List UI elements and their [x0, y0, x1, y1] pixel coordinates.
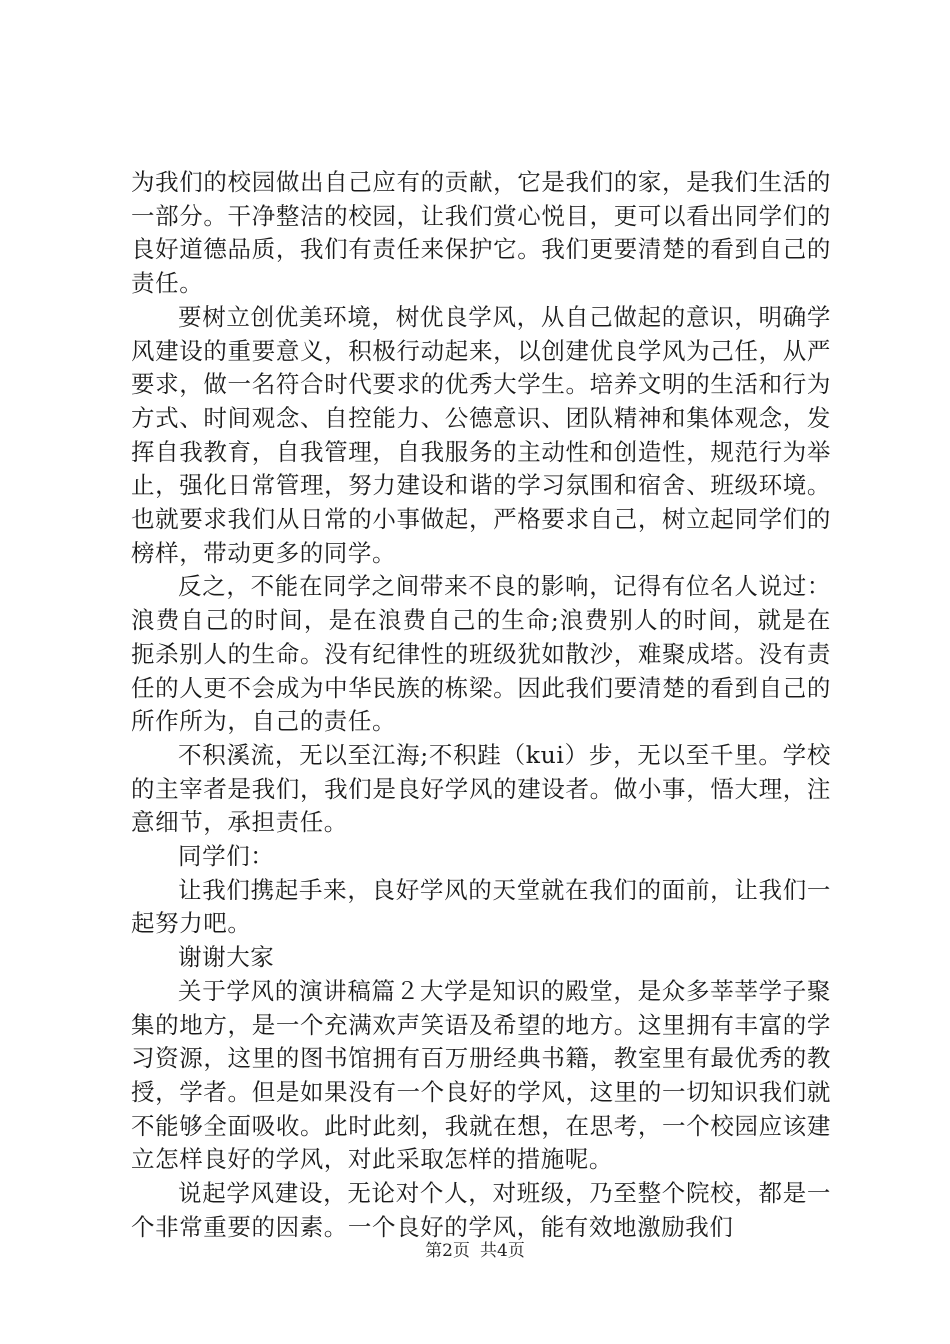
page-footer: [0, 1241, 950, 1261]
paragraph-influence: 反之，不能在同学之间带来不良的影响，记得有位名人说过：浪费自己的时间，是在浪费自己的生命;浪费别人的时间，就是在扼杀别人的生命。没有纪律性的班级犹如散沙，难聚成塔。没有责任的人更不会成为中华民族的栋梁。因此我们要清楚的看到自己的所作所为，自己的责任。: [131, 572, 831, 736]
paragraph-salutation: 同学们：: [178, 842, 275, 871]
page-number: 第2页: [425, 1241, 470, 1261]
paragraph-environment: 要树立创优美环境，树优良学风，从自己做起的意识，明确学风建设的重要意义，积极行动起来，以创建优良学风为己任，从严要求，做一名符合时代要求的优秀大学生。培养文明的生活和行为方式、时间观念、自控能力、公德意识、团队精神和集体观念，发挥自我教育，自我管理，自我服务的主动性和创造性，规范行为举止，强化日常管理，努力建设和谐的学习氛围和宿舍、班级环境。也就要求我们从日常的小事做起，严格要求自己，树立起同学们的榜样，带动更多的同学。: [131, 302, 831, 567]
paragraph-speech-two-intro: 关于学风的演讲稿篇２大学是知识的殿堂，是众多莘莘学子聚集的地方，是一个充满欢声笑语及希望的地方。这里拥有丰富的学习资源，这里的图书馆拥有百万册经典书籍，教室里有最优秀的教授，学者。但是如果没有一个良好的学风，这里的一切知识我们就不能够全面吸收。此时此刻，我就在想，在思考，一个校园应该建立怎样良好的学风，对此采取怎样的措施呢。: [131, 976, 831, 1174]
paragraph-proverb: 不积溪流，无以至江海;不积跬（kui）步，无以至千里。学校的主宰者是我们，我们是良好学风的建设者。做小事，悟大理，注意细节，承担责任。: [131, 740, 831, 837]
paragraph-call-to-action: 让我们携起手来，良好学风的天堂就在我们的面前，让我们一起努力吧。: [131, 875, 831, 938]
paragraph-continuation: 为我们的校园做出自己应有的贡献，它是我们的家，是我们生活的一部分。干净整洁的校园，让我们赏心悦目，更可以看出同学们的良好道德品质，我们有责任来保护它。我们更要清楚的看到自己的责任。: [131, 168, 831, 298]
document-body: [131, 166, 831, 1245]
page-total: 共4页: [480, 1241, 525, 1261]
paragraph-thanks: 谢谢大家: [178, 943, 275, 972]
paragraph-study-culture: 说起学风建设，无论对个人，对班级，乃至整个院校，都是一个非常重要的因素。一个良好的学风，能有效地激励我们: [131, 1179, 831, 1241]
